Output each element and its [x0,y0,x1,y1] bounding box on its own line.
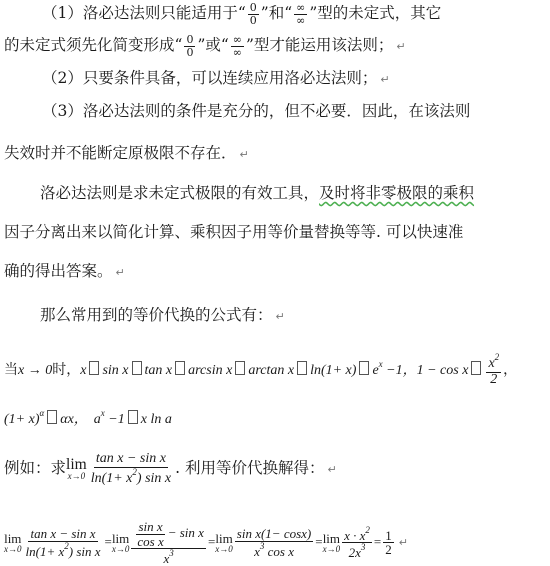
frac-den: 2 [490,371,498,387]
frac-den: cos x [137,533,164,549]
text-segment: 洛必达法则是求未定式极限的有效工具， [40,184,320,202]
text-segment: ”或“ [197,36,229,55]
math-sup: 3 [169,548,174,559]
equiv-box-icon [471,361,481,375]
lim-text: lim [66,455,87,473]
limit-operator [112,532,130,554]
lim-sub: x→0 [67,471,86,482]
text-segment: （1）洛必达法则只能适用于“ [42,4,246,23]
math-sup: 3 [360,542,366,553]
frac-num: 0 [249,1,257,14]
sin-over-cos [135,520,165,548]
para2-line-1 [40,183,474,203]
text-segment: 及时将非零极限的乘积 [319,184,475,202]
frac-num: tan x − sin x [95,451,166,466]
math-term: e [372,363,379,379]
frac-den: x [163,551,170,566]
text-segment: 时， [52,362,81,379]
return-mark-icon: ↵ [115,266,125,279]
inf-over-inf [294,2,307,26]
frac-den: 2x [348,545,361,561]
math-term: x ln a [140,412,172,427]
example-fraction [89,452,173,486]
text-segment: 的未定式须先化简变形成“ [4,36,183,55]
frac-step-4 [342,526,372,560]
text-segment: （2）只要条件具备，可以连续应用洛必达法则； [42,69,378,87]
equiv-box-icon [132,361,142,375]
text-segment: 例如：求 [4,459,67,478]
math-term: a [93,412,101,427]
frac-den: ln(1+ x [90,470,133,486]
frac-num: 1 [385,527,392,543]
frac-den: 2 [385,542,392,558]
frac-den: 0 [186,45,194,59]
frac-num: ∞ [296,1,306,14]
limit-operator [4,532,22,554]
math-sup: 2 [64,540,69,551]
text-segment: 那么常用到的等价代换的公式有： [40,306,273,324]
lim-sub: x→0 [4,543,22,554]
frac-num: 0 [186,33,194,46]
frac-num: x [488,356,495,371]
limit-operator [66,457,87,482]
math-sup: x [378,359,383,370]
text-segment: ”和“ [260,4,293,23]
para3-line [40,305,285,327]
math-term: 1 − cos x [416,363,469,379]
text-segment: 失效时并不能断定原极限不存在． [4,144,237,162]
para2-line-3 [4,261,125,283]
limit-operator [323,532,341,554]
math-sup: 2 [365,524,370,535]
math-sup: 2 [132,466,137,477]
frac-den: ∞ [232,45,242,59]
line-3 [42,68,390,90]
frac-step-2 [131,520,206,566]
math-sup: 2 [494,352,500,362]
frac-num: − sin x [167,525,204,541]
frac-step-3 [235,527,313,558]
equiv-box-icon [235,361,245,375]
return-mark-icon: ↵ [380,73,390,86]
math-term: −1 [104,412,125,427]
inf-over-inf [231,34,244,58]
equivalence-line-2 [4,403,172,430]
frac-num: sin x [138,519,163,534]
frac-den: ln(1+ x [25,543,65,559]
return-mark-icon: ↵ [275,310,285,323]
frac-den: x [254,543,260,559]
lim-sub: x→0 [111,543,130,554]
math-term: (1+ x) [4,412,40,427]
frac-num: tan x − sin x [30,526,96,542]
equiv-box-icon [128,410,138,424]
equiv-box-icon [47,410,57,424]
text-segment: 确的得出答案。 [4,262,113,280]
equiv-box-icon [89,361,99,375]
frac-step-1 [24,527,103,558]
text-segment: ”型才能运用该法则； [245,36,394,55]
x2-over-2 [486,353,501,387]
line-5 [4,143,249,165]
lim-text: lim [111,530,130,546]
math-term: ln(1+ x) [310,363,357,379]
line-1 [42,2,441,26]
math-term: −1， [382,363,417,379]
frac-den: cos x [264,543,294,559]
zero-over-zero [248,2,259,26]
math-term: tan x [144,363,173,379]
math-term: x [80,363,87,379]
text-segment: . 利用等价代换解得： [175,459,325,478]
math-sup: 3 [259,540,265,551]
return-mark-icon: ↵ [239,148,249,161]
lim-text: lim [215,530,233,546]
lim-sub: x→0 [322,543,341,554]
equivalence-line-1 [4,353,517,387]
line-4 [42,101,470,121]
text-segment: ， [503,362,518,379]
math-term: arcsin x [188,363,233,379]
math-cond: x → 0 [18,363,53,379]
return-mark-icon: ↵ [398,535,408,549]
return-mark-icon: ↵ [396,40,406,54]
frac-num: ∞ [232,33,242,46]
equals-sign: = [373,533,382,549]
frac-den: ∞ [296,13,306,27]
math-term: αx， [60,412,88,427]
text-segment: （3）洛必达法则的条件是充分的，但不必要．因此，在该法则 [42,102,471,120]
equals-sign: = [104,533,112,549]
equiv-box-icon [359,361,369,375]
math-term: arctan x [248,363,295,379]
derivation-line [4,520,408,566]
zero-over-zero [184,34,195,58]
lim-sub: x→0 [215,543,233,554]
text-segment: 当 [4,362,18,379]
equals-sign: = [315,533,323,549]
text-segment: 因子分离出来以简化计算、乘积因子用等价量替换等等. 可以快速准 [4,223,464,241]
math-sup: α [39,408,45,418]
text-segment: ”型的未定式，其它 [309,4,442,23]
one-half [383,529,394,557]
lim-text: lim [322,530,341,546]
frac-den: 0 [249,13,257,27]
example-line [4,452,337,486]
equiv-box-icon [297,361,307,375]
frac-num: sin x(1− cosx) [236,526,312,542]
para2-line-2 [4,222,463,242]
limit-operator [215,532,233,554]
frac-den: ) sin x [68,543,101,559]
line-2 [4,34,406,58]
frac-den: ) sin x [136,470,172,486]
math-sup: x [100,408,105,418]
math-term: sin x [102,363,129,379]
return-mark-icon: ↵ [327,463,337,477]
frac-num: x · x [344,527,366,543]
equiv-box-icon [175,361,185,375]
equals-sign: = [207,533,216,549]
lim-text: lim [4,530,22,546]
